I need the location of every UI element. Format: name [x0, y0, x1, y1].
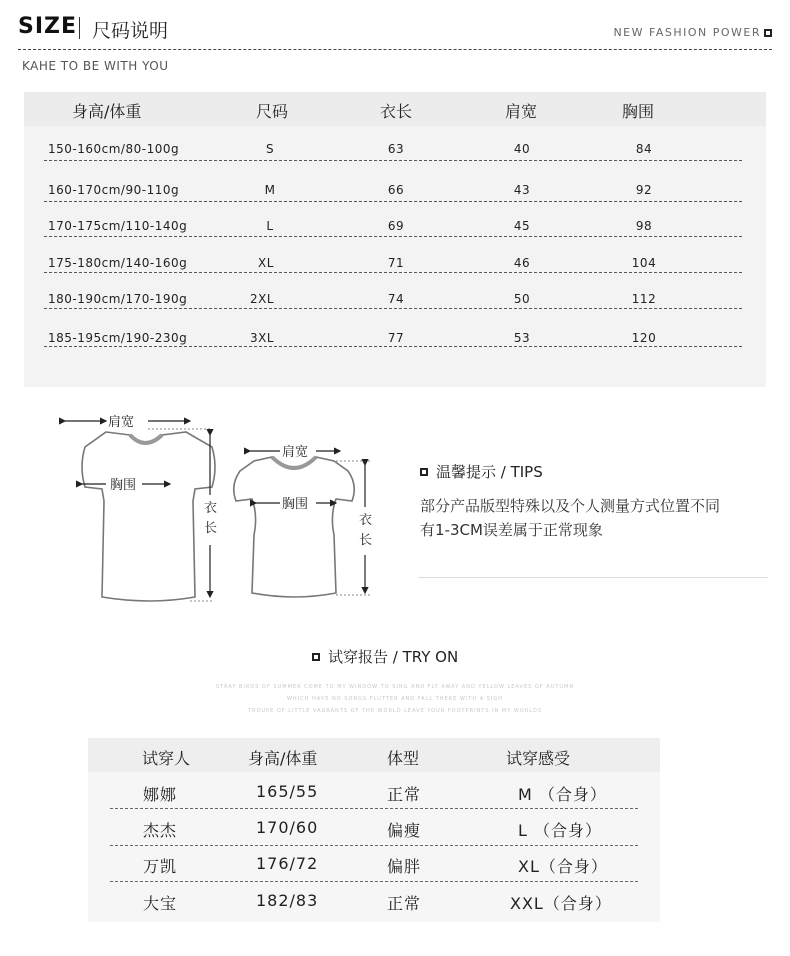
brand-slogan-right: [613, 26, 772, 39]
table-row-6-chest: 120: [631, 331, 657, 345]
col-fit-feeling: 试穿感受: [506, 749, 571, 768]
row-divider: [44, 160, 742, 161]
size-title: SIZE: [18, 14, 78, 39]
mens-length-label-2: 长: [204, 521, 218, 536]
tips-heading: [420, 461, 543, 482]
tryon-row-1-name: 娜娜: [143, 785, 178, 804]
row-divider: [44, 308, 742, 309]
table-row-4-size: XL: [258, 256, 274, 270]
mens-shoulder-label: 肩宽: [108, 415, 135, 430]
row-divider: [110, 808, 638, 809]
row-divider: [110, 881, 638, 882]
womens-length-label-1: 衣: [359, 513, 373, 528]
brand-slogan-left: KAHE TO BE WITH YOU: [22, 59, 169, 73]
square-bullet-icon: [312, 653, 320, 661]
tips-title: 温馨提示 / TIPS: [436, 463, 543, 481]
table-row-2-shoulder: 43: [513, 183, 531, 197]
col-height-weight: 身高/体重: [72, 102, 142, 121]
tryon-row-2-fit: L （合身）: [518, 821, 603, 840]
mens-tshirt-icon: [82, 432, 218, 601]
decorative-text-3: TROUPE OF LITTLE VAGRANTS OF THE WORLD LEAVE YOUR FOOTPRINTS IN MY WORLDS: [247, 708, 543, 714]
col-body-type: 体型: [387, 749, 420, 768]
tips-body: [420, 494, 760, 542]
womens-shoulder-label: 肩宽: [282, 445, 309, 460]
table-row-2-length: 66: [387, 183, 405, 197]
tryon-row-3-fit: XL（合身）: [518, 857, 608, 876]
col-height-weight: 身高/体重: [248, 749, 318, 768]
size-title-cn: 尺码说明: [92, 20, 169, 42]
col-length: 衣长: [380, 102, 413, 121]
measurement-diagram: [40, 405, 400, 610]
row-divider: [110, 845, 638, 846]
tryon-row-3-hw: 176/72: [256, 854, 319, 873]
table-row-4-chest: 104: [631, 256, 657, 270]
tips-line-1: 部分产品版型特殊以及个人测量方式位置不同: [420, 497, 721, 515]
tryon-row-4-fit: XXL（合身）: [510, 894, 612, 913]
table-row-2-hw: 160-170cm/90-110g: [48, 183, 180, 197]
table-row-2-size: M: [264, 183, 276, 197]
table-row-1-shoulder: 40: [513, 142, 531, 156]
try-on-heading: [312, 646, 458, 667]
mens-length-label-1: 衣: [204, 501, 218, 516]
tryon-row-4-body: 正常: [387, 894, 422, 913]
table-row-6-shoulder: 53: [513, 331, 531, 345]
title-divider: [79, 17, 80, 39]
tips-divider: [418, 577, 768, 578]
square-bullet-icon: [420, 468, 428, 476]
table-row-5-size: 2XL: [249, 292, 275, 306]
col-tester: 试穿人: [142, 749, 191, 768]
try-on-title: 试穿报告 / TRY ON: [328, 648, 459, 666]
table-row-5-hw: 180-190cm/170-190g: [48, 292, 188, 306]
table-row-5-length: 74: [387, 292, 405, 306]
table-row-3-chest: 98: [635, 219, 653, 233]
tryon-row-1-body: 正常: [387, 785, 422, 804]
brand-slogan-text: NEW FASHION POWER: [613, 26, 761, 39]
row-divider: [44, 346, 742, 347]
womens-chest-label: 胸围: [282, 497, 309, 512]
table-row-1-hw: 150-160cm/80-100g: [48, 142, 180, 156]
table-row-3-shoulder: 45: [513, 219, 531, 233]
tryon-row-4-hw: 182/83: [256, 891, 319, 910]
table-row-1-chest: 84: [635, 142, 653, 156]
tryon-row-2-hw: 170/60: [256, 818, 319, 837]
row-divider: [44, 236, 742, 237]
tryon-row-4-name: 大宝: [143, 894, 178, 913]
col-chest: 胸围: [622, 102, 655, 121]
table-row-2-chest: 92: [635, 183, 653, 197]
table-row-3-length: 69: [387, 219, 405, 233]
table-row-4-shoulder: 46: [513, 256, 531, 270]
table-row-3-hw: 170-175cm/110-140g: [48, 219, 188, 233]
womens-length-label-2: 长: [359, 533, 373, 548]
table-row-6-size: 3XL: [249, 331, 275, 345]
table-row-5-shoulder: 50: [513, 292, 531, 306]
tryon-row-1-fit: M （合身）: [518, 785, 607, 804]
col-shoulder: 肩宽: [505, 102, 538, 121]
table-row-5-chest: 112: [631, 292, 657, 306]
tryon-row-1-hw: 165/55: [256, 782, 319, 801]
decorative-text-2: WHICH HAVE NO SONGS FLUTTER AND FALL THERE WITH A SIGH: [286, 696, 504, 702]
tips-line-2: 有1-3CM误差属于正常现象: [420, 521, 603, 539]
tryon-row-3-body: 偏胖: [387, 857, 422, 876]
mens-chest-label: 胸围: [110, 478, 137, 493]
table-row-4-hw: 175-180cm/140-160g: [48, 256, 188, 270]
row-divider: [44, 272, 742, 273]
table-row-1-size: S: [265, 142, 275, 156]
tryon-row-2-name: 杰杰: [143, 821, 178, 840]
header-divider: [18, 49, 772, 50]
table-row-1-length: 63: [387, 142, 405, 156]
tryon-row-3-name: 万凯: [143, 857, 178, 876]
table-row-4-length: 71: [387, 256, 405, 270]
square-bullet-icon: [764, 29, 772, 37]
col-size: 尺码: [256, 102, 289, 121]
womens-tshirt-icon: [234, 457, 355, 597]
table-row-6-hw: 185-195cm/190-230g: [48, 331, 188, 345]
table-row-3-size: L: [266, 219, 274, 233]
row-divider: [44, 201, 742, 202]
tryon-row-2-body: 偏瘦: [387, 821, 422, 840]
table-row-6-length: 77: [387, 331, 405, 345]
decorative-text-1: STRAY BIRDS OF SUMMER COME TO MY WINDOW TO SING AND FLY AWAY AND YELLOW LEAVES OF AUTUMN: [215, 684, 575, 690]
